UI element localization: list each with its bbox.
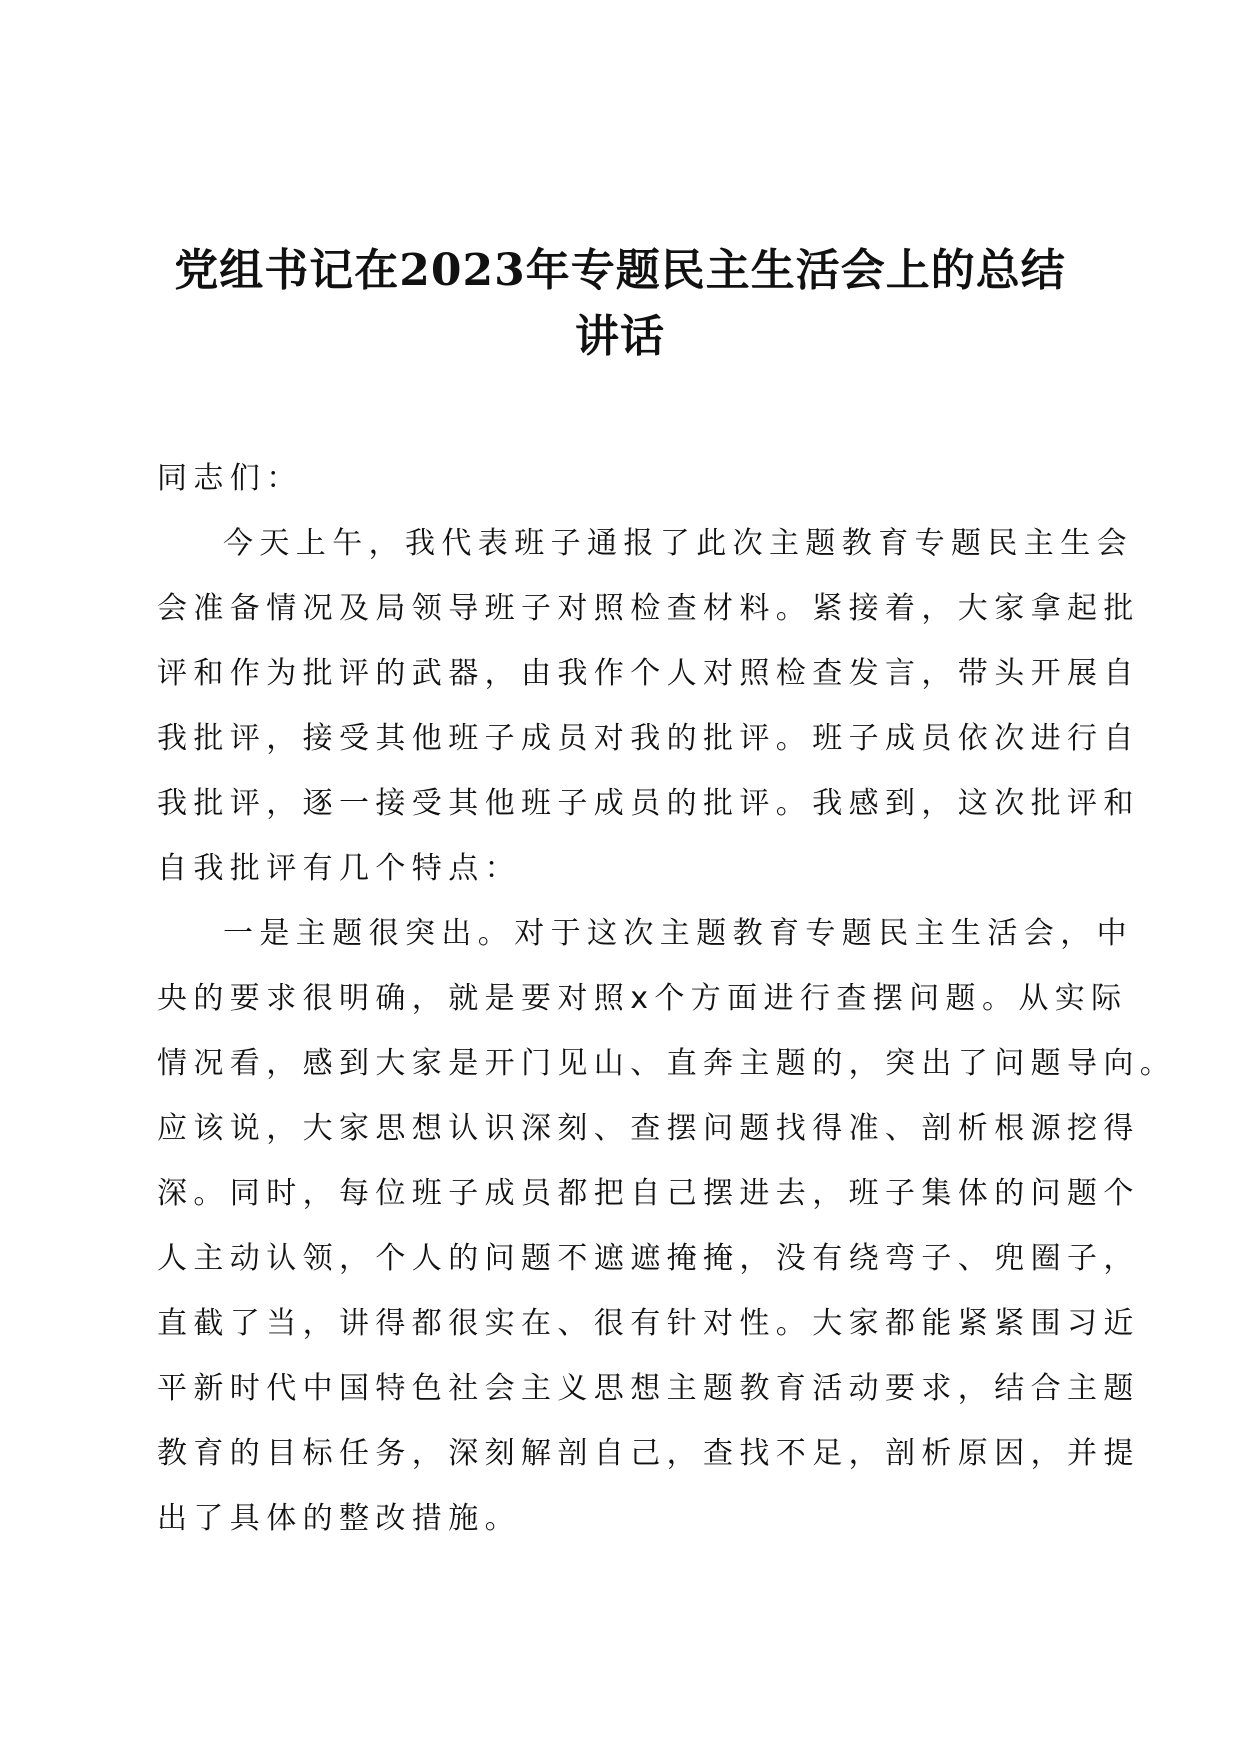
text-line: 我批评，接受其他班子成员对我的批评。班子成员依次进行自 [157,721,1140,756]
salutation: 同志们： [157,461,303,496]
title-line: 党组书记在2023年专题民主生活会上的总结 [174,245,1066,296]
text-line: 平新时代中国特色社会主义思想主题教育活动要求，结合主题 [157,1371,1140,1406]
text-line: 自我批评有几个特点： [157,851,521,886]
text-line: 出了具体的整改措施。 [157,1501,521,1536]
text-line: 今天上午，我代表班子通报了此次主题教育专题民主生会 [223,526,1133,561]
text-line: 深。同时，每位班子成员都把自己摆进去，班子集体的问题个 [157,1176,1140,1211]
paragraph-2 [157,901,1177,1551]
text-line: 应该说，大家思想认识深刻、查摆问题找得准、剖析根源挖得 [157,1111,1140,1146]
text-line: 教育的目标任务，深刻解剖自己，查找不足，剖析原因，并提 [157,1436,1140,1471]
text-line: 直截了当，讲得都很实在、很有针对性。大家都能紧紧围习近 [157,1306,1140,1341]
paragraph-1 [157,511,1140,901]
document-body [157,446,1177,1551]
text-line: 央的要求很明确，就是要对照x个方面进行查摆问题。从实际 [157,981,1128,1016]
text-line: 评和作为批评的武器，由我作个人对照检查发言，带头开展自 [157,656,1140,691]
text-line: 会准备情况及局领导班子对照检查材料。紧接着，大家拿起批 [157,591,1140,626]
title-line: 讲话 [575,311,665,362]
text-line: 我批评，逐一接受其他班子成员的批评。我感到，这次批评和 [157,786,1140,821]
document-title [120,238,1120,370]
text-line: 人主动认领，个人的问题不遮遮掩掩，没有绕弯子、兜圈子， [157,1241,1140,1276]
text-line: 情况看，感到大家是开门见山、直奔主题的，突出了问题导向。 [157,1046,1177,1081]
text-line: 一是主题很突出。对于这次主题教育专题民主生活会，中 [223,916,1133,951]
